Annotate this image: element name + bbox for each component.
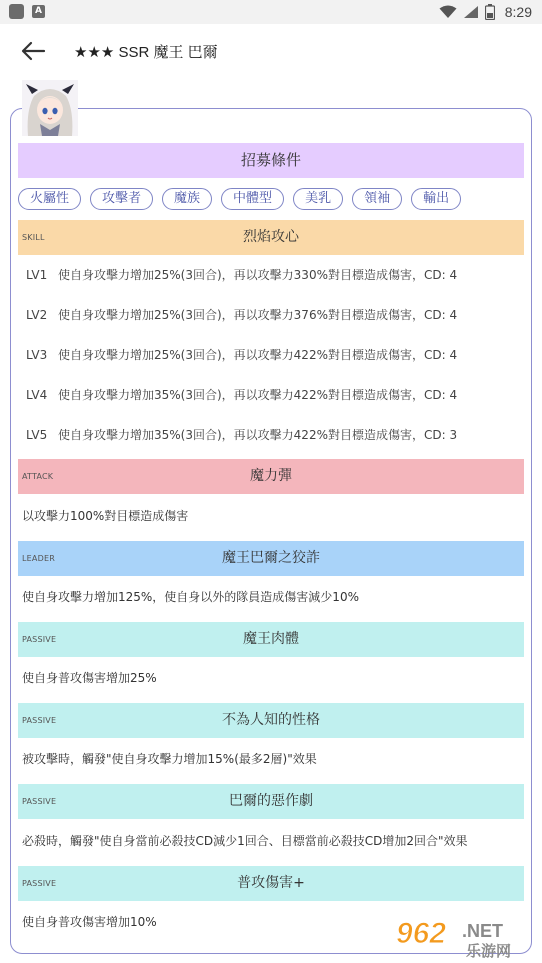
level-text: 使自身攻擊力增加25%(3回合)，再以攻擊力422%對目標造成傷害，CD: 4 [58, 348, 458, 362]
leader-description: 使自身攻擊力增加125%，使自身以外的隊員造成傷害減少10% [22, 590, 359, 604]
skill-level-row [26, 306, 457, 324]
tag-attacker[interactable]: 攻擊者 [90, 188, 153, 210]
skill-name: 烈焰攻心 [243, 229, 299, 245]
recruit-tags [18, 188, 461, 212]
recruit-header [18, 143, 524, 178]
watermark-cn: 乐游网 [466, 942, 512, 959]
passive-description: 被攻擊時，觸發"使自身攻擊力增加15%(最多2層)"效果 [22, 752, 317, 766]
passive-description: 必殺時，觸發"使自身當前必殺技CD減少1回合、目標當前必殺技CD增加2回合"效果 [22, 834, 468, 848]
watermark-suffix: .NET [462, 921, 504, 941]
watermark-number: 962 [396, 917, 447, 950]
site-watermark-logo [394, 913, 534, 959]
signal-icon [463, 5, 479, 19]
tag-dps[interactable]: 輸出 [411, 188, 461, 210]
attack-description: 以攻擊力100%對目標造成傷害 [22, 509, 189, 523]
skill-level-row [26, 426, 457, 444]
level-label: LV1 [26, 268, 48, 282]
status-time: 8:29 [504, 4, 532, 20]
tag-big-breast[interactable]: 美乳 [293, 188, 343, 210]
tag-leader[interactable]: 領袖 [352, 188, 402, 210]
wifi-icon [439, 5, 457, 19]
tag-demon[interactable]: 魔族 [162, 188, 212, 210]
passive-header [18, 784, 524, 819]
back-arrow-icon[interactable] [20, 39, 46, 63]
level-text: 使自身攻擊力增加35%(3回合)，再以攻擊力422%對目標造成傷害，CD: 4 [58, 388, 458, 402]
level-text: 使自身攻擊力增加25%(3回合)，再以攻擊力376%對目標造成傷害，CD: 4 [58, 308, 458, 322]
passive-kind-label: PASSIVE [22, 635, 57, 644]
page-title: ★★★ SSR 魔王 巴爾 [74, 44, 218, 61]
attack-kind-label: ATTACK [22, 472, 54, 481]
skill-level-row [26, 266, 457, 284]
leader-name: 魔王巴爾之狡詐 [222, 550, 320, 566]
passive-description: 使自身普攻傷害增加25% [22, 671, 157, 685]
level-label: LV3 [26, 348, 48, 362]
tag-fire[interactable]: 火屬性 [18, 188, 81, 210]
skill-level-row [26, 346, 457, 364]
leader-header [18, 541, 524, 576]
character-avatar [22, 80, 78, 136]
passive-kind-label: PASSIVE [22, 797, 57, 806]
passive-header [18, 703, 524, 738]
skill-kind-label: SKILL [22, 233, 45, 242]
level-label: LV2 [26, 308, 48, 322]
passive-description: 使自身普攻傷害增加10% [22, 915, 157, 929]
level-text: 使自身攻擊力增加35%(3回合)，再以攻擊力422%對目標造成傷害，CD: 3 [58, 428, 458, 442]
app-notification-icon: A [32, 5, 45, 18]
skill-level-row [26, 386, 457, 404]
skill-header [18, 220, 524, 255]
passive-kind-label: PASSIVE [22, 716, 57, 725]
recruit-title: 招募條件 [240, 151, 301, 169]
attack-header [18, 459, 524, 494]
passive-name: 不為人知的性格 [222, 712, 320, 728]
passive-header [18, 866, 524, 901]
notification-icon [9, 4, 24, 19]
passive-name: 魔王肉體 [243, 631, 299, 647]
passive-name: 普攻傷害+ [237, 875, 305, 891]
app-bar [0, 24, 542, 78]
passive-kind-label: PASSIVE [22, 879, 57, 888]
status-icons [439, 3, 532, 21]
level-text: 使自身攻擊力增加25%(3回合)，再以攻擊力330%對目標造成傷害，CD: 4 [58, 268, 458, 282]
attack-name: 魔力彈 [250, 468, 292, 484]
passive-header [18, 622, 524, 657]
leader-kind-label: LEADER [22, 554, 55, 563]
passive-name: 巴爾的惡作劇 [229, 793, 313, 809]
status-bar [0, 0, 542, 24]
battery-icon [485, 4, 495, 20]
tag-medium-body[interactable]: 中體型 [221, 188, 284, 210]
level-label: LV4 [26, 388, 48, 402]
level-label: LV5 [26, 428, 48, 442]
